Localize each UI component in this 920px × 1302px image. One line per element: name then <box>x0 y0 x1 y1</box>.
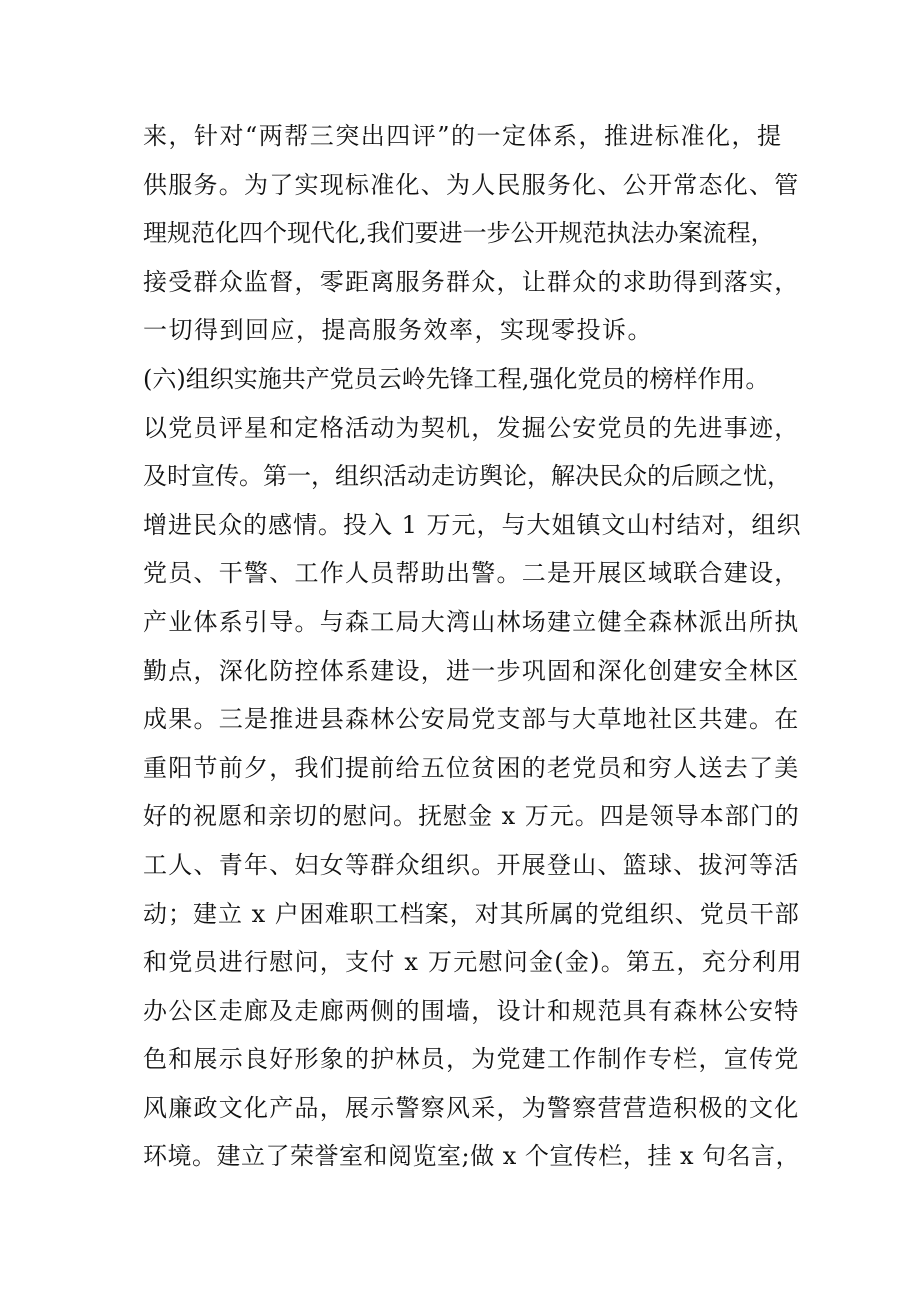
text-line: 风廉政文化产品，展示警察风采，为警察营营造积极的文化 <box>143 1093 800 1122</box>
text-line: 党员、干警、工作人员帮助出警。二是开展区域联合建设， <box>143 559 800 588</box>
text-line: 勤点，深化防控体系建设，进一步巩固和深化创建安全林区 <box>143 656 800 685</box>
text-line: 好的祝愿和亲切的慰问。抚慰金 x 万元。四是领导本部门的 <box>143 802 800 831</box>
text-line: 一切得到回应，提高服务效率，实现零投诉。 <box>143 316 653 345</box>
text-line: 色和展示良好形象的护林员，为党建工作制作专栏，宣传党 <box>143 1045 800 1074</box>
section-heading: (六)组织实施共产党员云岭先锋工程,强化党员的榜样作用。 <box>143 364 770 393</box>
text-line: 工人、青年、妇女等群众组织。开展登山、篮球、拔河等活 <box>143 850 800 879</box>
text-line: 接受群众监督，零距离服务群众，让群众的求助得到落实， <box>143 267 800 296</box>
text-line: 供服务。为了实现标准化、为人民服务化、公开常态化、管 <box>143 170 800 199</box>
text-line: 和党员进行慰问，支付 x 万元慰问金(金)。第五，充分利用 <box>143 948 803 977</box>
text-line: 动；建立 x 户困难职工档案，对其所属的党组织、党员干部 <box>143 899 800 928</box>
text-line: 理规范化四个现代化,我们要进一步公开规范执法办案流程， <box>143 219 775 248</box>
text-line: 以党员评星和定格活动为契机，发掘公安党员的先进事迹， <box>143 413 800 442</box>
text-line: 环境。建立了荣誉室和阅览室;做 x 个宣传栏，挂 x 句名言， <box>143 1142 801 1171</box>
body-text <box>143 112 803 1181</box>
text-line: 及时宣传。第一，组织活动走访舆论，解决民众的后顾之忧， <box>143 462 791 491</box>
text-line: 成果。三是推进县森林公安局党支部与大草地社区共建。在 <box>143 705 800 734</box>
text-line: 办公区走廊及走廊两侧的围墙，设计和规范具有森林公安特 <box>143 996 800 1025</box>
text-line: 增进民众的感情。投入 1 万元，与大姐镇文山村结对，组织 <box>143 510 802 539</box>
text-line: 来，针对“两帮三突出四评”的一定体系，推进标准化，提 <box>143 122 783 150</box>
text-line: 产业体系引导。与森工局大湾山林场建立健全森林派出所执 <box>143 607 800 636</box>
text-line: 重阳节前夕，我们提前给五位贫困的老党员和穷人送去了美 <box>143 753 800 782</box>
